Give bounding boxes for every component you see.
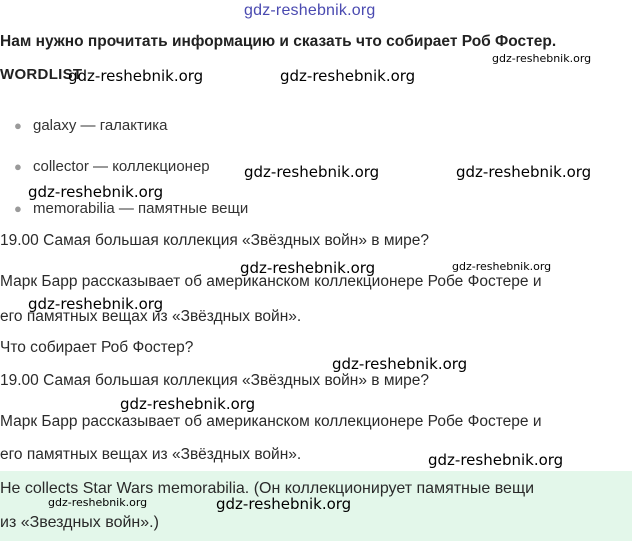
watermark: gdz-reshebnik.org (244, 163, 380, 181)
watermark: gdz-reshebnik.org (280, 67, 416, 85)
programme-title: 19.00 Самая большая коллекция «Звёздных войн» в мире? (0, 372, 429, 389)
answer-text: He collects Star Wars memorabilia. (Он коллекционирует памятные вещи (0, 480, 535, 497)
programme-description: Марк Барр рассказывает об американском коллекционере Робе Фостере и (0, 273, 542, 290)
watermark: gdz-reshebnik.org (48, 496, 148, 509)
watermark: gdz-reshebnik.org (28, 183, 164, 201)
watermark: gdz-reshebnik.org (456, 163, 592, 181)
task-question: Нам нужно прочитать информацию и сказать что собирает Роб Фостер. (0, 33, 557, 50)
wordlist-item: ● memorabilia — памятные вещи (14, 200, 249, 217)
watermark: gdz-reshebnik.org (332, 355, 468, 373)
bullet-icon: ● (14, 118, 22, 133)
site-watermark-link[interactable]: gdz-reshebnik.org (244, 2, 376, 19)
wordlist-item: ● galaxy — галактика (14, 117, 168, 134)
programme-title: 19.00 Самая большая коллекция «Звёздных войн» в мире? (0, 232, 429, 249)
watermark: gdz-reshebnik.org (428, 451, 564, 469)
programme-description: его памятных вещах из «Звёздных войн». (0, 308, 302, 325)
programme-description: его памятных вещах из «Звёздных войн». (0, 446, 302, 463)
programme-description: Марк Барр рассказывает об американском коллекционере Робе Фостере и (0, 413, 542, 430)
watermark: gdz-reshebnik.org (452, 260, 552, 273)
watermark: gdz-reshebnik.org (120, 395, 256, 413)
answer-text: из «Звездных войн».) (0, 514, 159, 531)
bullet-icon: ● (14, 159, 22, 174)
watermark: gdz-reshebnik.org (28, 295, 164, 313)
reading-question: Что собирает Роб Фостер? (0, 339, 194, 356)
watermark: gdz-reshebnik.org (240, 259, 376, 277)
watermark: gdz-reshebnik.org (216, 495, 352, 513)
bullet-icon: ● (14, 201, 22, 216)
watermark: gdz-reshebnik.org (492, 52, 592, 65)
wordlist-item: ● collector — коллекционер (14, 158, 210, 175)
watermark: gdz-reshebnik.org (68, 67, 204, 85)
wordlist-title: WORDLIST (0, 66, 83, 83)
